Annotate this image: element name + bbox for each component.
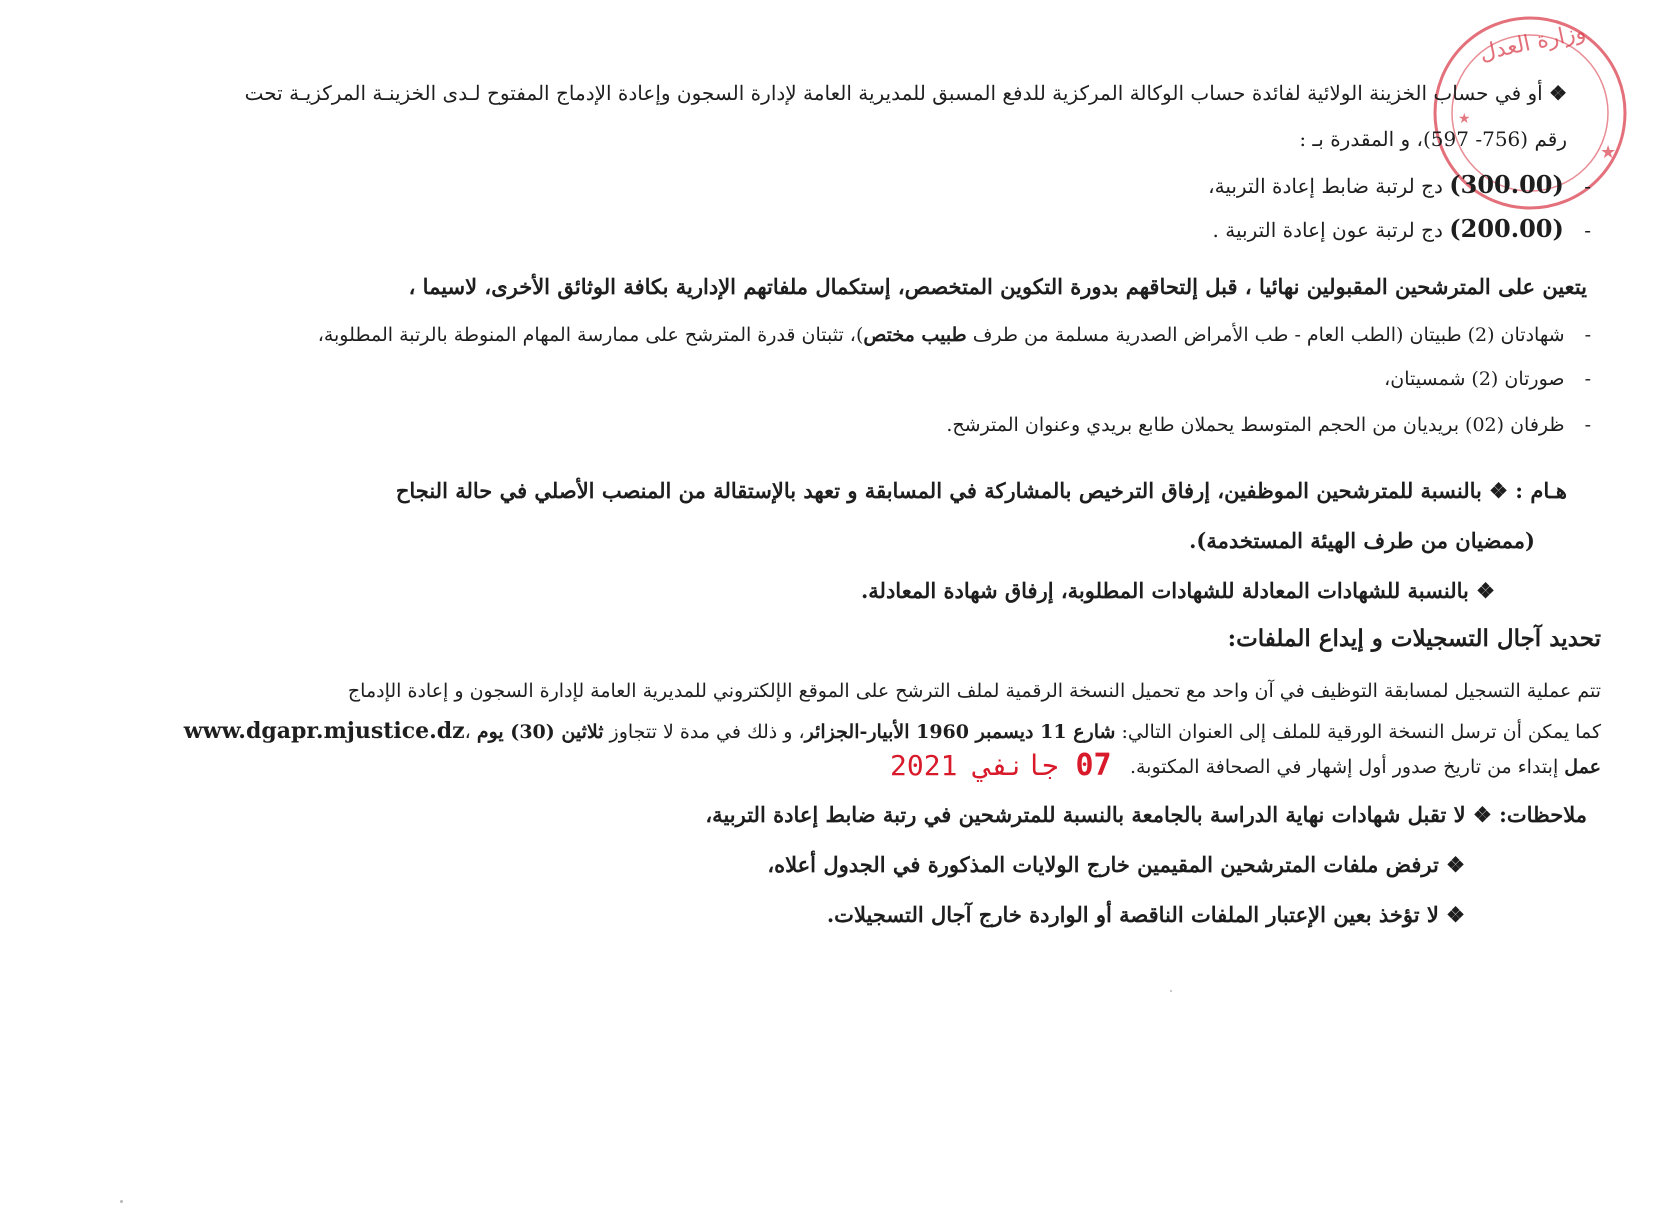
website-link[interactable]: www.dgapr.mjustice.dz <box>183 718 465 744</box>
payment-line-1 <box>245 78 1567 108</box>
fee-item-agent: - (200.00) دج لرتبة عون إعادة التربية . <box>1212 214 1591 243</box>
deadlines-p1 <box>348 676 1601 706</box>
payment-line-2 <box>1299 124 1567 154</box>
seal-text: وزارة العدل <box>1477 19 1588 67</box>
fee-amount-officer: (300.00) <box>1449 170 1564 199</box>
docs-heading-text: يتعين على المترشحين المقبولين نهائيا ، قبل إلتحاقهم بدورة التكوين المتخصص، إستكمال ملفاتهم الإدارية بكافة الوثائق الأخرى، لاسيما ، <box>408 274 1587 299</box>
deadlines-p2-a: ، كما يمكن أن ترسل النسخة الورقية للملف إلى العنوان التالي: <box>464 721 1601 743</box>
fee-amount-agent: (200.00) <box>1449 214 1564 243</box>
scan-speck <box>1170 990 1172 992</box>
docs-heading <box>409 272 1587 302</box>
docs-item-envelopes: - ظرفان (02) بريديان من الحجم المتوسط يحملان طابع بريدي وعنوان المترشح. <box>946 414 1591 436</box>
notes-line-2 <box>767 850 1465 880</box>
deadlines-p3-b: إبتداء من تاريخ صدور أول إشهار في الصحافة المكتوبة. <box>1129 756 1565 778</box>
important-line-1-text: بالنسبة للمترشحين الموظفين، إرفاق الترخيص بالمشاركة في المسابقة و تعهد بالإستقالة من المنصب الأصلي في حالة النجاح <box>395 478 1482 503</box>
docs-item-photos-text: صورتان (2) شمسيتان، <box>1384 368 1565 390</box>
important-line-3-text: بالنسبة للشهادات المعادلة للشهادات المطلوبة، إرفاق شهادة المعادلة. <box>860 578 1469 603</box>
bullet-icon: ❖ <box>1446 902 1465 927</box>
payment-line-2-text: رقم (756- 597)، و المقدرة بـ : <box>1299 127 1567 151</box>
docs-item-photos: - صورتان (2) شمسيتان، <box>1384 368 1591 390</box>
notes-label: ملاحظات: <box>1499 802 1587 827</box>
deadlines-duration: ثلاثين (30) يوم <box>476 721 604 743</box>
docs-item-medical-b: طبيب مختص <box>863 324 967 346</box>
date-stamp-month: جانفي <box>974 749 1059 782</box>
bullet-icon: ❖ <box>1472 802 1492 827</box>
bullet-icon: ❖ <box>1549 81 1567 105</box>
notes-item-1: لا تقبل شهادات نهاية الدراسة بالجامعة بالنسبة للمترشحين في رتبة ضابط إعادة التربية، <box>705 802 1466 827</box>
notes-line-1 <box>705 800 1587 830</box>
bullet-icon: ❖ <box>1476 578 1495 603</box>
important-label: هـام : <box>1515 478 1567 503</box>
notes-line-3 <box>827 900 1465 930</box>
bullet-icon: ❖ <box>1489 478 1508 503</box>
fee-item-officer: - (300.00) دج لرتبة ضابط إعادة التربية، <box>1208 170 1591 199</box>
payment-line-1-text: أو في حساب الخزينة الولائية لفائدة حساب الوكالة المركزية للدفع المسبق للمديرية العامة لإدارة السجون وإعادة الإدماج المفتوح لـدى الخزينـة المركزيـة تحت <box>244 81 1543 105</box>
svg-text:★: ★ <box>1458 111 1471 127</box>
docs-item-medical: - شهادتان (2) طبيتان (الطب العام - طب الأمراض الصدرية مسلمة من طرف طبيب مختص)، تثبتان قدرة المترشح على ممارسة المهام المنوطة بالرتبة المطلوبة، <box>317 324 1591 346</box>
svg-text:★: ★ <box>1600 142 1617 163</box>
fee-text-officer: دج لرتبة ضابط إعادة التربية، <box>1208 174 1443 198</box>
deadlines-p3 <box>1130 752 1601 782</box>
docs-item-medical-a: شهادتان (2) طبيتان (الطب العام - طب الأمراض الصدرية مسلمة من طرف <box>966 324 1565 346</box>
docs-item-envelopes-text: ظرفان (02) بريديان من الحجم المتوسط يحملان طابع بريدي وعنوان المترشح. <box>946 414 1565 436</box>
important-line-2-text: (ممضيان من طرف الهيئة المستخدمة). <box>1189 528 1535 553</box>
important-line-2 <box>1189 526 1535 556</box>
important-line-1 <box>396 476 1567 506</box>
deadlines-heading-text: تحديد آجال التسجيلات و إيداع الملفات: <box>1227 625 1601 652</box>
notes-item-3: لا تؤخذ بعين الإعتبار الملفات الناقصة أو الواردة خارج آجال التسجيلات. <box>826 902 1439 927</box>
important-line-3 <box>861 576 1495 606</box>
deadlines-heading <box>1228 624 1601 654</box>
deadlines-p2 <box>184 716 1601 747</box>
date-stamp-day: 07 <box>1075 748 1112 783</box>
docs-item-medical-c: )، تثبتان قدرة المترشح على ممارسة المهام المنوطة بالرتبة المطلوبة، <box>317 324 864 346</box>
deadlines-p3-a: عمل <box>1564 756 1601 778</box>
date-stamp <box>890 748 1112 783</box>
deadlines-p1-text: تتم عملية التسجيل لمسابقة التوظيف في آن واحد مع تحميل النسخة الرقمية لملف الترشح على الموقع الإلكتروني للمديرية العامة لإدارة السجون و إعادة الإدماج <box>347 680 1601 702</box>
date-stamp-year: 2021 <box>890 749 958 782</box>
deadlines-address: شارع 11 ديسمبر 1960 الأبيار-الجزائر <box>804 721 1116 743</box>
bullet-icon: ❖ <box>1446 852 1465 877</box>
deadlines-p2-c: ، و ذلك في مدة لا تتجاوز <box>603 721 805 743</box>
fee-text-agent: دج لرتبة عون إعادة التربية . <box>1212 218 1443 242</box>
scan-speck <box>120 1200 123 1203</box>
notes-item-2: ترفض ملفات المترشحين المقيمين خارج الولايات المذكورة في الجدول أعلاه، <box>767 852 1439 877</box>
